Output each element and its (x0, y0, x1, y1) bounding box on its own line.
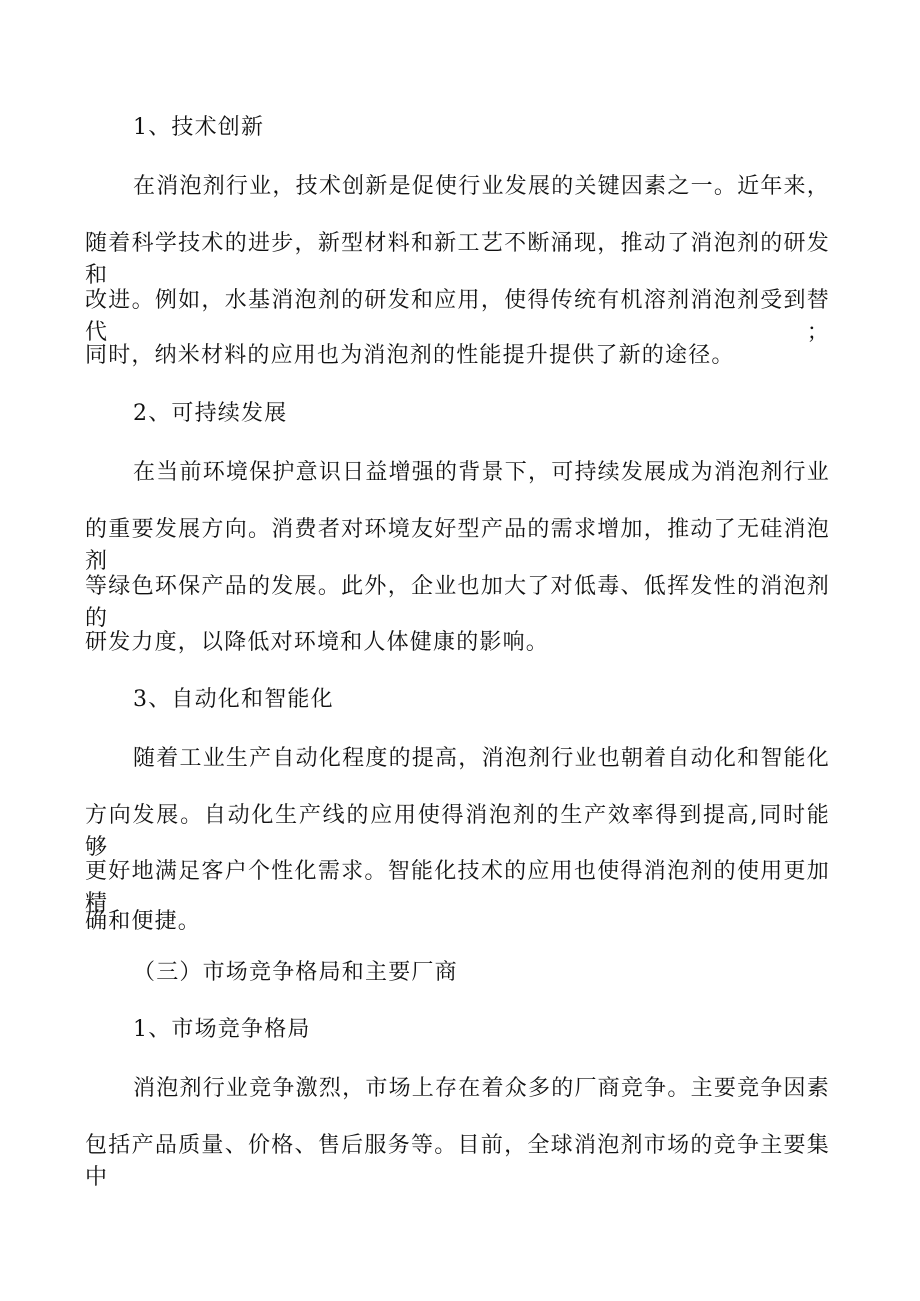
section-heading-technical-innovation: 1、技术创新 (133, 115, 265, 140)
paragraph-line: 确和便捷。 (85, 909, 202, 934)
paragraph-line: 改进。例如，水基消泡剂的研发和应用，使得传统有机溶剂消泡剂受到替代； (85, 288, 830, 345)
paragraph-line: 消泡剂行业竞争激烈，市场上存在着众多的厂商竞争。主要竞争因素 (133, 1076, 830, 1101)
section-heading-automation-intelligence: 3、自动化和智能化 (133, 687, 334, 712)
paragraph-line: 包括产品质量、价格、售后服务等。目前，全球消泡剂市场的竞争主要集中 (85, 1133, 830, 1190)
paragraph-line: 随着科学技术的进步，新型材料和新工艺不断涌现，推动了消泡剂的研发和 (85, 231, 830, 288)
paragraph-line: 随着工业生产自动化程度的提高，消泡剂行业也朝着自动化和智能化 (133, 746, 830, 771)
paragraph-line: 更好地满足客户个性化需求。智能化技术的应用也使得消泡剂的使用更加精 (85, 859, 830, 916)
chapter-subheading-market-competition: （三）市场竞争格局和主要厂商 (133, 960, 458, 985)
section-heading-market-competition: 1、市场竞争格局 (133, 1017, 311, 1042)
paragraph-line: 的重要发展方向。消费者对环境友好型产品的需求增加，推动了无硅消泡剂 (85, 517, 830, 574)
paragraph-line: 在当前环境保护意识日益增强的背景下，可持续发展成为消泡剂行业 (133, 460, 830, 485)
paragraph-line: 同时，纳米材料的应用也为消泡剂的性能提升提供了新的途径。 (85, 343, 735, 368)
paragraph-line: 在消泡剂行业，技术创新是促使行业发展的关键因素之一。近年来， (133, 174, 830, 199)
paragraph-line: 等绿色环保产品的发展。此外，企业也加大了对低毒、低挥发性的消泡剂的 (85, 574, 830, 631)
section-heading-sustainable-development: 2、可持续发展 (133, 401, 288, 426)
paragraph-line: 研发力度，以降低对环境和人体健康的影响。 (85, 630, 550, 655)
paragraph-line: 方向发展。自动化生产线的应用使得消泡剂的生产效率得到提高,同时能够 (85, 803, 830, 860)
